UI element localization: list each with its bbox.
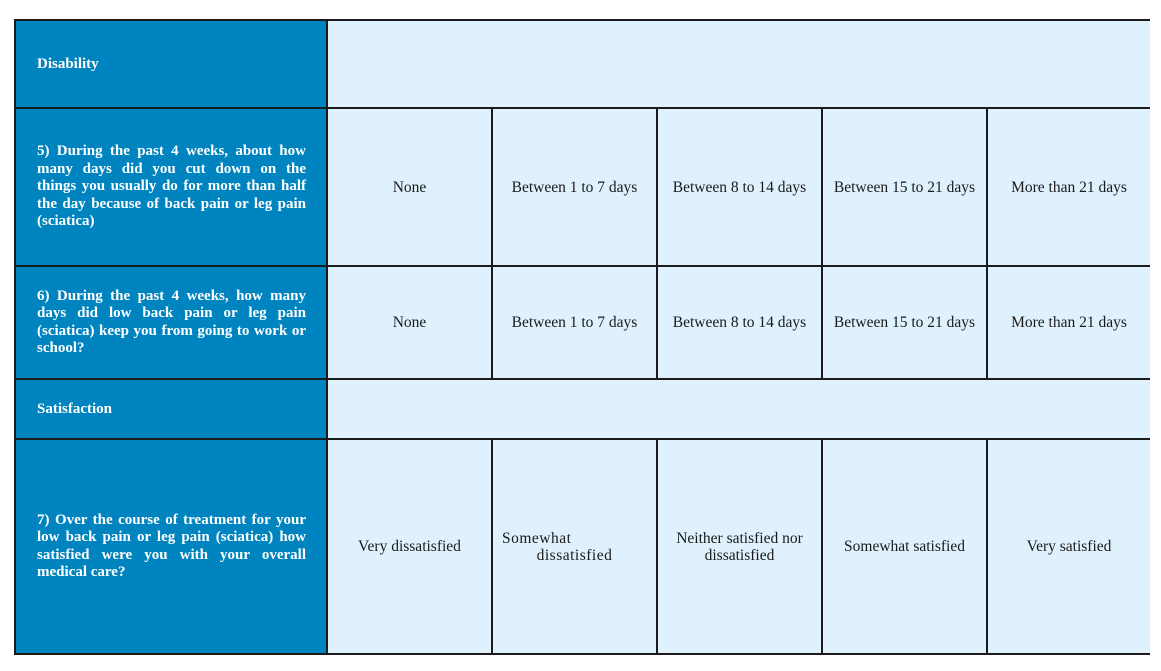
section-header-disability: Disability (15, 20, 327, 108)
question-row-6 (15, 266, 1150, 379)
q7-option-somewhat-dissatisfied[interactable]: Somewhat dissatisfied (492, 439, 657, 654)
question-row-5 (15, 108, 1150, 266)
q5-option-none[interactable]: None (327, 108, 492, 266)
q6-option-15-21-days[interactable]: Between 15 to 21 days (822, 266, 987, 379)
section-row-satisfaction (15, 379, 1150, 439)
q7-option-very-satisfied[interactable]: Very satisfied (987, 439, 1150, 654)
q6-option-8-14-days[interactable]: Between 8 to 14 days (657, 266, 822, 379)
q7-option-neither[interactable]: Neither satisfied nor dissatisfied (657, 439, 822, 654)
q5-option-8-14-days[interactable]: Between 8 to 14 days (657, 108, 822, 266)
q6-option-more-than-21-days[interactable]: More than 21 days (987, 266, 1150, 379)
q5-option-15-21-days[interactable]: Between 15 to 21 days (822, 108, 987, 266)
q7-option-somewhat-satisfied[interactable]: Somewhat satisfied (822, 439, 987, 654)
q5-option-more-than-21-days[interactable]: More than 21 days (987, 108, 1150, 266)
section-header-satisfaction: Satisfaction (15, 379, 327, 439)
section-filler (327, 20, 1150, 108)
question-6-text: 6) During the past 4 weeks, how many days did low back pain or leg pain (sciatica) keep you from going to work or school? (15, 266, 327, 379)
section-row-disability (15, 20, 1150, 108)
question-row-7 (15, 439, 1150, 654)
q6-option-1-7-days[interactable]: Between 1 to 7 days (492, 266, 657, 379)
question-7-text: 7) Over the course of treatment for your low back pain or leg pain (sciatica) how satisfied were you with your overall medical care? (15, 439, 327, 654)
q6-option-none[interactable]: None (327, 266, 492, 379)
questionnaire-table (14, 19, 1150, 655)
question-5-text: 5) During the past 4 weeks, about how many days did you cut down on the things you usually do for more than half the day because of back pain or leg pain (sciatica) (15, 108, 327, 266)
section-filler (327, 379, 1150, 439)
q5-option-1-7-days[interactable]: Between 1 to 7 days (492, 108, 657, 266)
q7-option-very-dissatisfied[interactable]: Very dissatisfied (327, 439, 492, 654)
